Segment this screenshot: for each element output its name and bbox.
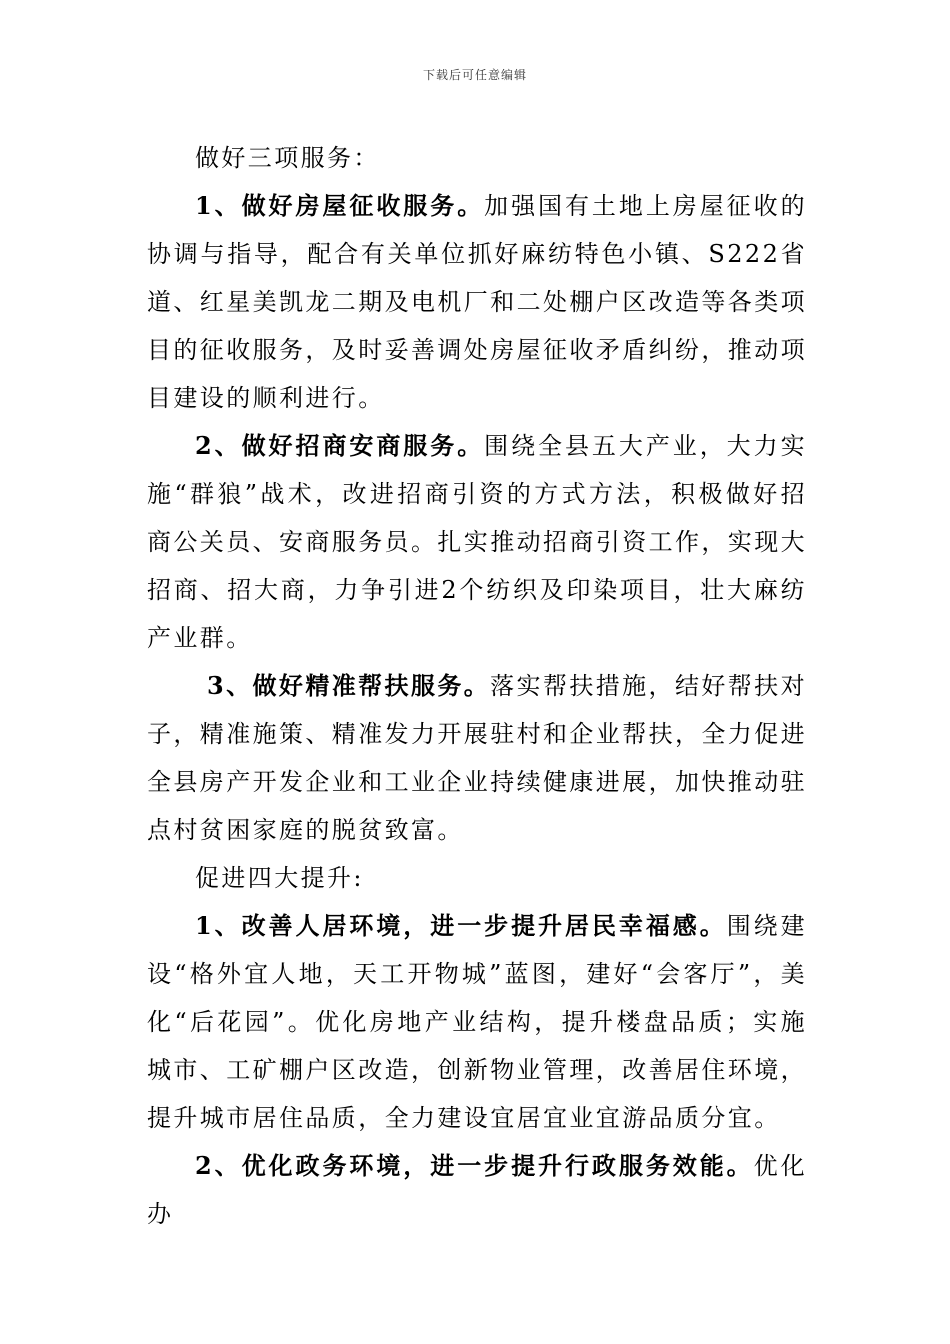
paragraph-government-environment xyxy=(147,1142,807,1238)
paragraph-house-expropriation xyxy=(147,182,807,422)
paragraph-investment-service xyxy=(147,422,807,662)
section-heading-services: 做好三项服务： xyxy=(195,144,380,172)
section-heading-improvements: 促进四大提升: xyxy=(195,864,364,892)
paragraph-text: 围绕全县五大产业，大力实施“群狼”战术，改进招商引资的方式方法，积极做好招商公关员、安商服务员。扎实推动招商引资工作，实现大招商、招大商，力争引进2个纺织及印染项目，壮大麻纺产业群。 xyxy=(147,432,807,652)
paragraph-text: 优化办 xyxy=(147,1152,807,1228)
paragraph-text: 围绕建设“格外宜人地，天工开物城”蓝图，建好“会客厅”，美化“后花园”。优化房地产业结构，提升楼盘品质；实施城市、工矿棚户区改造，创新物业管理，改善居住环境，提升城市居住品质，全力建设宜居宜业宜游品质分宜。 xyxy=(147,912,808,1132)
paragraph-text: 加强国有土地上房屋征收的协调与指导，配合有关单位抓好麻纺特色小镇、S222省道、红星美凯龙二期及电机厂和二处棚户区改造等各类项目的征收服务，及时妥善调处房屋征收矛盾纠纷，推动项目建设的顺利进行。 xyxy=(147,192,807,412)
paragraph-text: 落实帮扶措施，结好帮扶对子，精准施策、精准发力开展驻村和企业帮扶，全力促进全县房产开发企业和工业企业持续健康进展，加快推动驻点村贫困家庭的脱贫致富。 xyxy=(147,672,807,844)
paragraph-lead: 1、改善人居环境，进一步提升居民幸福感。 xyxy=(195,911,727,940)
paragraph-lead: 2、做好招商安商服务。 xyxy=(195,431,485,460)
paragraph-lead: 2、优化政务环境，进一步提升行政服务效能。 xyxy=(195,1151,754,1180)
paragraph-precise-assistance xyxy=(147,662,807,854)
paragraph-lead: 3、做好精准帮扶服务。 xyxy=(207,671,491,700)
document-body xyxy=(147,134,807,1238)
page-header: 下载后可任意编辑 xyxy=(422,68,527,82)
paragraph-living-environment xyxy=(147,902,807,1142)
paragraph-lead: 1、做好房屋征收服务。 xyxy=(195,191,485,220)
